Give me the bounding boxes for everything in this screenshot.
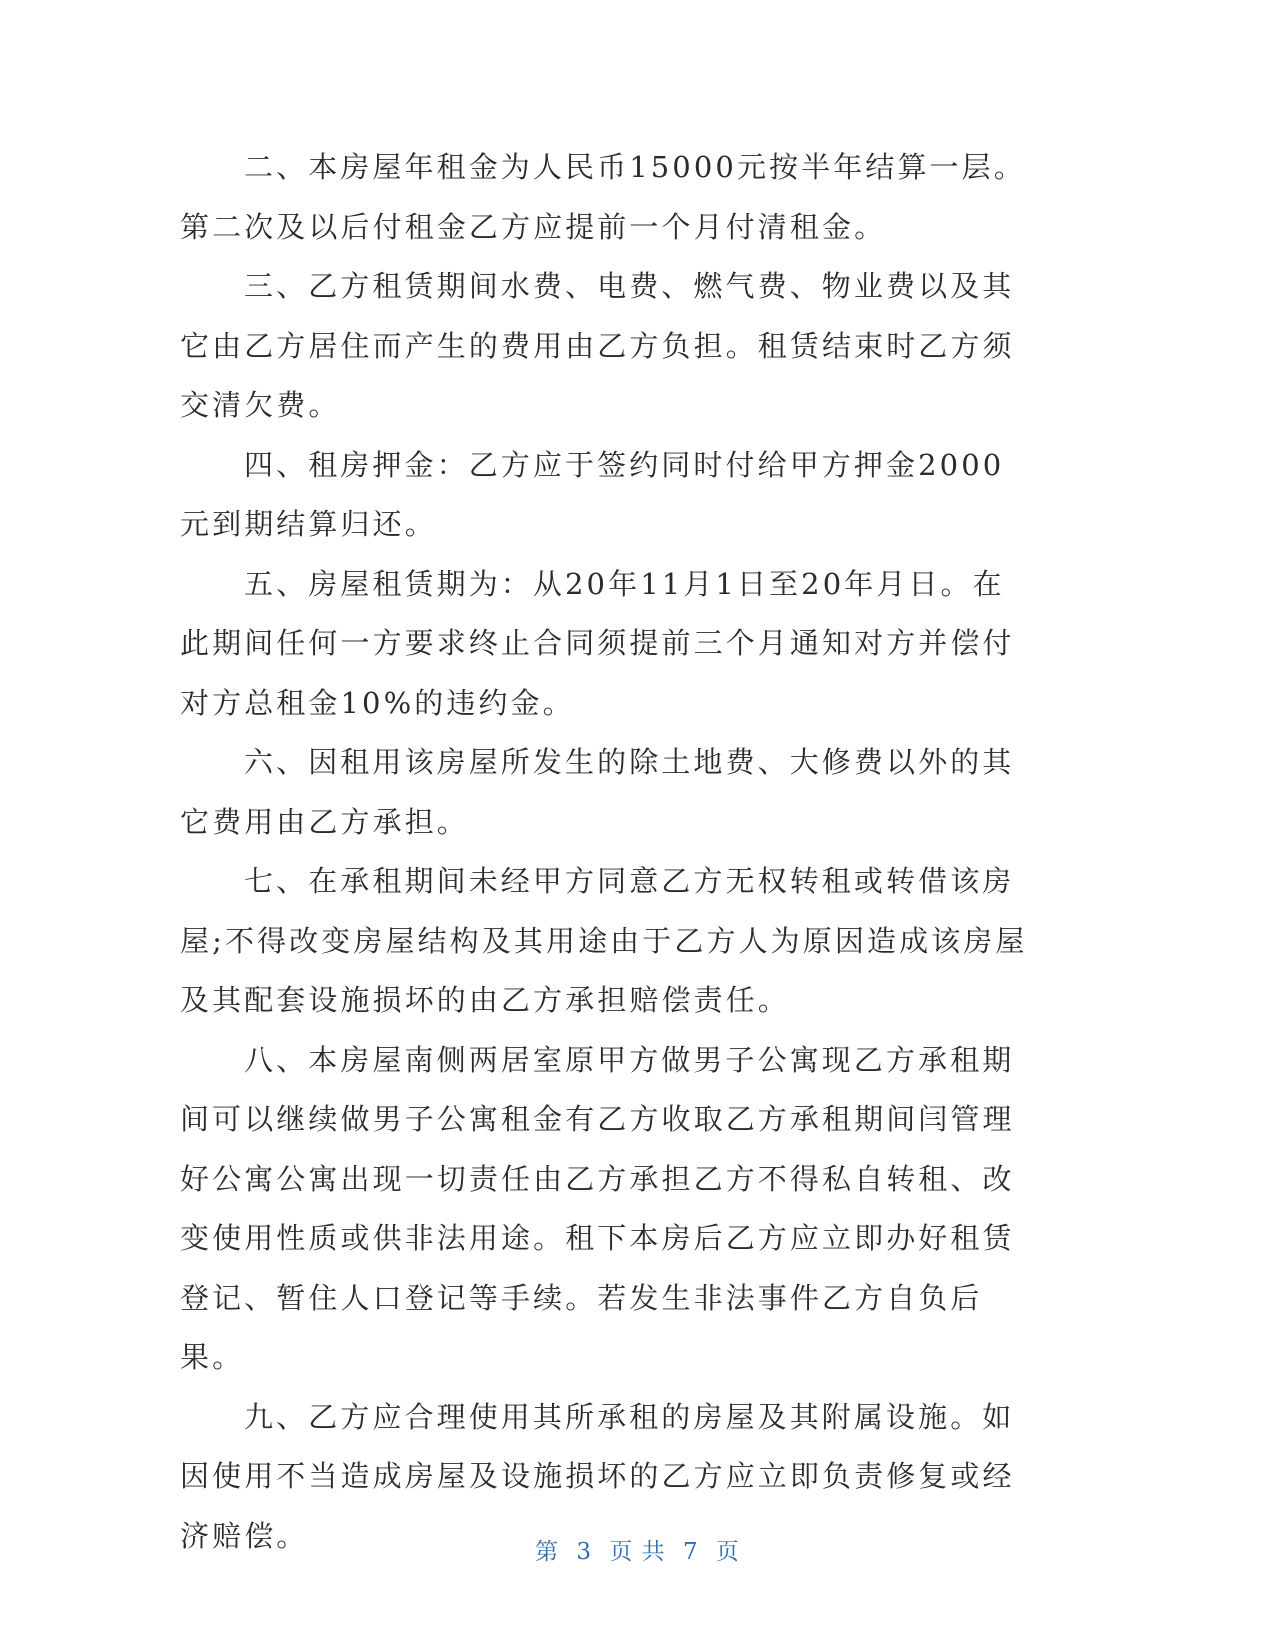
footer-middle: 页 共 (609, 1539, 666, 1565)
clause-5: 五、房屋租赁期为：从20年11月1日至20年月日。在此期间任何一方要求终止合同须提前三个月通知对方并偿付对方总租金10%的违约金。 (180, 566, 1015, 720)
clause-4: 四、租房押金：乙方应于签约同时付给甲方押金2000元到期结算归还。 (180, 447, 1005, 541)
clause-2: 二、本房屋年租金为人民币15000元按半年结算一层。第二次及以后付租金乙方应提前一个月付清租金。 (180, 150, 1026, 244)
clause-6: 六、因租用该房屋所发生的除土地费、大修费以外的其它费用由乙方承担。 (180, 745, 1015, 839)
footer-prefix: 第 (535, 1539, 560, 1565)
page-number-footer (0, 1533, 1275, 1566)
footer-suffix: 页 (715, 1539, 740, 1565)
current-page-number: 3 (576, 1539, 593, 1565)
clause-9: 九、乙方应合理使用其所承租的房屋及其附属设施。如因使用不当造成房屋及设施损坏的乙方应立即负责修复或经济赔偿。 (180, 1399, 1015, 1553)
total-pages-number: 7 (682, 1539, 699, 1565)
clause-7: 七、在承租期间未经甲方同意乙方无权转租或转借该房屋;不得改变房屋结构及其用途由于乙方人为原因造成该房屋及其配套设施损坏的由乙方承担赔偿责任。 (180, 864, 1028, 1017)
clause-3: 三、乙方租赁期间水费、电费、燃气费、物业费以及其它由乙方居住而产生的费用由乙方负担。租赁结束时乙方须交清欠费。 (180, 269, 1015, 422)
clause-8: 八、本房屋南侧两居室原甲方做男子公寓现乙方承租期间可以继续做男子公寓租金有乙方收取乙方承租期间闫管理好公寓公寓出现一切责任由乙方承担乙方不得私自转租、改变使用性质或供非法用途。租下本房后乙方应立即办好租赁登记、暂住人口登记等手续。若发生非法事件乙方自负后果。 (180, 1042, 1015, 1374)
document-body (180, 138, 1030, 1566)
